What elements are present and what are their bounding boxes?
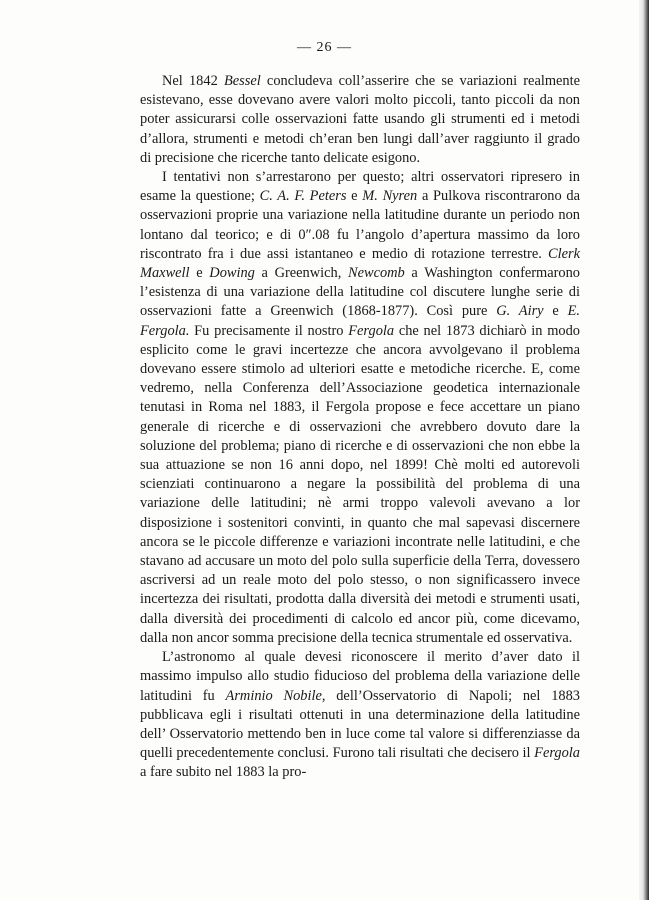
italic-name: Arminio Nobile: [225, 687, 322, 704]
page-edge-shadow: [639, 0, 649, 900]
italic-name: Bessel: [223, 73, 261, 89]
text-run: a Pulkova riscontrarono da osservazioni proprie una variazione nella latitudine durante un periodo non lontano dal teorico; e di 0″.08 fu l’angolo d’apertura massimo da loro riscontrato fra i due assi istantaneo e medio di rotazione terrestre.: [140, 188, 580, 262]
text-run: che nel 1873 dichiarò in modo esplicito come le gravi incertezze che ancora avvolgevano il problema dovevano essere stimolo ad ulteriori esatte e metodiche ricerche. E, come vedremo, nella Conferenza dell’Associazione geodetica internazionale tenutasi in Roma nel 1883, il Fergola propose e fece accettare un piano generale di ricerche e di osservazioni che avrebbero dovuto dare la soluzione del problema; piano di ricerche e di osservazioni che non ebbe la sua attuazione se non 16 anni dopo, nel 1899! Chè molti ed autorevoli scienziati continuarono a negare la possibilità del problema di una variazione delle latitudini; nè armi troppo valevoli avevano a lor disposizione i sostenitori convinti, in quanto che mal sapevasi discernere ancora se le piccole differenze e variazioni incontrate nelle latitudini, e che stavano ad accusare un moto del polo sulla superficie della Terra, dovessero ascriversi ad un reale moto del polo stesso, o non significassero invece incertezza dei risultati, prodotta dalla diversità dei metodi e strumenti usati, dalla diversità dei procedimenti di calcolo ed ancor più, come dicevamo, dalla non ancor somma precisione della tecnica strumentale ed osservativa.: [140, 322, 580, 646]
italic-name: C. A. F. Peters: [259, 188, 347, 205]
text-run: a Greenwich,: [254, 265, 348, 282]
italic-name: Clerk Maxwell: [140, 245, 580, 282]
italic-name: E. Fergola.: [140, 303, 580, 339]
italic-name: G. Airy: [496, 303, 544, 320]
paragraph: [140, 72, 580, 168]
body-text: [140, 72, 580, 783]
italic-name: M. Nyren: [362, 188, 418, 205]
text-run: a Washington confermarono l’esistenza di una variazione della latitudine col discutere lunghe serie di osservazioni fatte a Greenwich (1868-1877). Così pure: [140, 265, 580, 320]
text-run: e: [543, 303, 568, 320]
text-run: a fare subito nel 1883 la pro-: [140, 764, 307, 781]
text-run: I tentativi non s’arrestarono per questo; altri osservatori ripresero in esame la questione;: [140, 169, 580, 205]
text-run: L’astronomo al quale devesi riconoscere il merito d’aver dato il massimo impulso allo studio fiducioso del problema della variazione delle latitudini fu: [140, 649, 580, 704]
text-run: e: [346, 188, 363, 205]
paragraph: [140, 648, 580, 782]
paragraph: [140, 168, 580, 648]
text-run: Nel 1842: [162, 73, 224, 89]
text-run: concludeva coll’asserire che se variazioni realmente esistevano, esse dovevano avere valori molto piccoli, tanto piccoli da non poter assicurarsi colle osservazioni fatte usando gli strumenti ed i metodi d’allora, strumenti e metodi ch’eran ben lungi dall’aver raggiunto il grado di precisione che ricerche tanto delicate esigono.: [140, 73, 580, 166]
italic-name: Dowing: [209, 265, 255, 282]
italic-name: Fergola: [534, 745, 580, 762]
page-number: — 26 —: [297, 40, 352, 55]
italic-name: Newcomb: [348, 265, 405, 282]
text-run: , dell’Osservatorio di Napoli; nel 1883 pubblicava egli i risultati ottenuti in una determinazione della latitudine dell’ Osservatorio mettendo ben in luce come tal valore si differenziasse da quelli precedentemente conclusi. Furono tali risultati che decisero il: [140, 687, 580, 762]
text-run: e: [189, 265, 210, 282]
text-run: Fu precisamente il nostro: [189, 322, 349, 339]
italic-name: Fergola: [348, 322, 395, 339]
